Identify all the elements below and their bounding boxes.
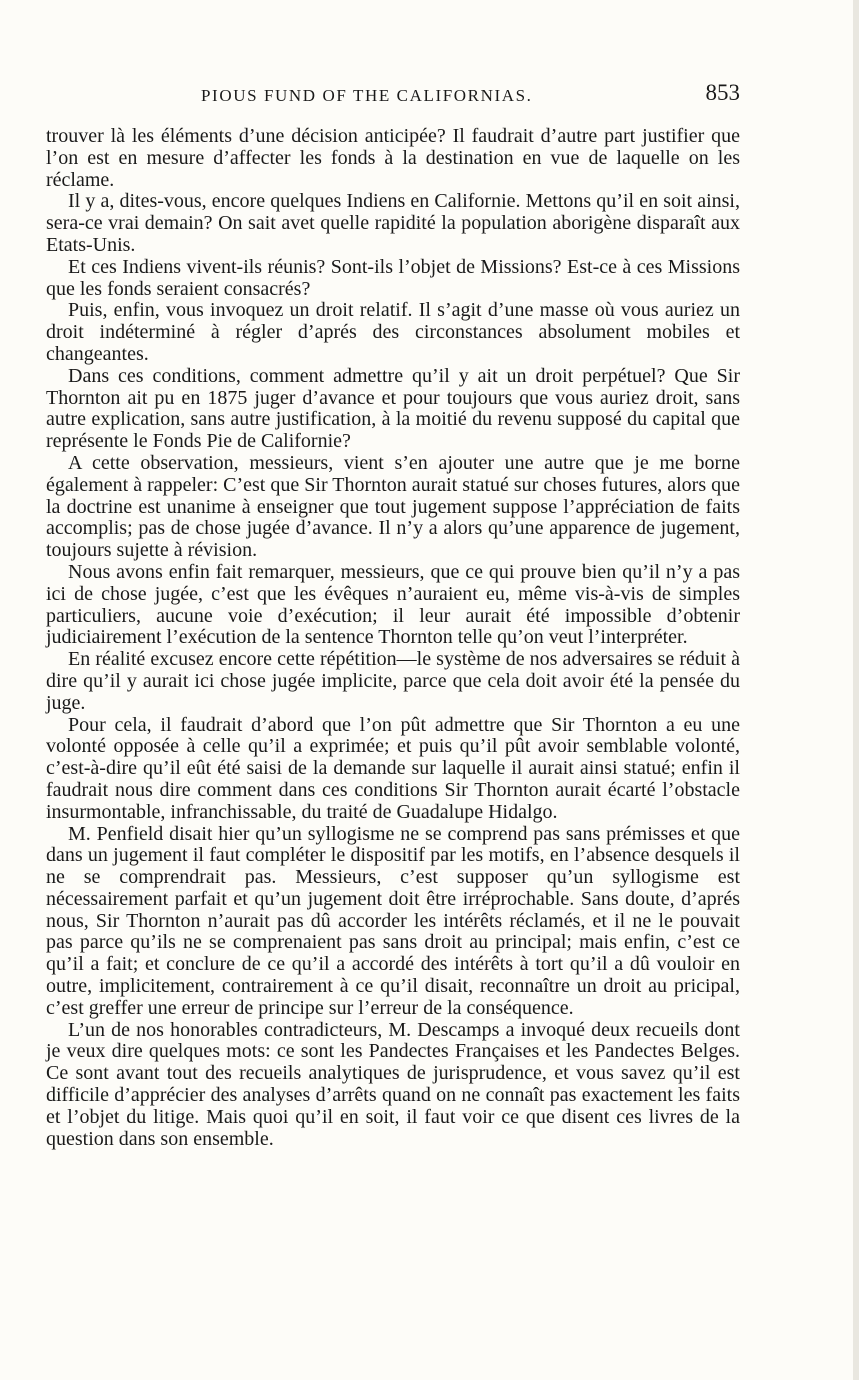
page-edge: [853, 0, 859, 1380]
paragraph: Et ces Indiens vivent-ils réunis? Sont-ils l’objet de Missions? Est-ce à ces Missions que les fonds seraient consacrés?: [46, 255, 740, 300]
page-number: 853: [705, 80, 740, 105]
paragraph: M. Penfield disait hier qu’un syllogisme ne se comprend pas sans prémisses et que dans un jugement il faut compléter le dispositif par les motifs, en l’absence desquels il ne se comprendrait pas. Messieurs, c’est supposer qu’un syllogisme est nécessairement parfait et qu’un jugement doit être irréprochable. Sans doute, d’aprés nous, Sir Thornton n’aurait pas dû accorder les intérêts réclamés, et il ne le pouvait pas parce qu’ils ne se comprenaient pas sans droit au principal; mais enfin, c’est ce qu’il a fait; et conclure de ce qu’il a accordé des intérêts à tort qu’il a dû vouloir en outre, implicitement, contrairement à ce qu’il disait, reconnaître un droit au pricipal, c’est greffer une erreur de principe sur l’erreur de la conséquence.: [46, 822, 740, 1019]
paragraph: Nous avons enfin fait remarquer, messieurs, que ce qui prouve bien qu’il n’y a pas ici de chose jugée, c’est que les évêques n’auraient eu, même vis-à-vis de simples particuliers, aucune voie d’exécution; il leur aurait été impossible d’obtenir judiciairement l’exécution de la sentence Thornton telle qu’on veut l’interpréter.: [46, 560, 740, 649]
paragraph: Pour cela, il faudrait d’abord que l’on pût admettre que Sir Thornton a eu une volonté opposée à celle qu’il a exprimée; et puis qu’il pût avoir semblable volonté, c’est-à-dire qu’il eût été saisi de la demande sur laquelle il aurait ainsi statué; enfin il faudrait nous dire comment dans ces conditions Sir Thornton aurait écarté l’obstacle insurmontable, infranchissable, du traité de Guadalupe Hidalgo.: [46, 713, 740, 823]
paragraph: Il y a, dites-vous, encore quelques Indiens en Californie. Mettons qu’il en soit ainsi, sera-ce vrai demain? On sait avet quelle rapidité la population aborigène disparaît aux Etats-Unis.: [46, 190, 740, 256]
paragraph: Puis, enfin, vous invoquez un droit relatif. Il s’agit d’une masse où vous auriez un droit indéterminé à régler d’aprés des circonstances absolument mobiles et changeantes.: [46, 299, 740, 365]
paragraph: L’un de nos honorables contradicteurs, M. Descamps a invoqué deux recueils dont je veux dire quelques mots: ce sont les Pandectes Françaises et les Pandectes Belges. Ce sont avant tout des recueils analytiques de jurisprudence, et vous savez qu’il est difficile d’apprécier des analyses d’arrêts quand on ne connaît pas exactement les faits et l’objet du litige. Mais quoi qu’il en soit, il faut voir ce que disent ces livres de la question dans son ensemble.: [46, 1018, 740, 1150]
running-title: PIOUS FUND OF THE CALIFORNIAS.: [201, 86, 533, 105]
paragraph: Dans ces conditions, comment admettre qu’il y ait un droit perpétuel? Que Sir Thornton ait pu en 1875 juger d’avance et pour toujours que vous auriez droit, sans autre explication, sans autre justification, à la moitié du revenu supposé du capital que représente le Fonds Pie de Californie?: [46, 364, 740, 453]
paragraph: trouver là les éléments d’une décision anticipée? Il faudrait d’autre part justifier que l’on est en mesure d’affecter les fonds à la destination en vue de laquelle on les réclame.: [46, 125, 740, 191]
page-body: [46, 126, 740, 1150]
paragraph: A cette observation, messieurs, vient s’en ajouter une autre que je me borne également à rappeler: C’est que Sir Thornton aurait statué sur choses futures, alors que la doctrine est unanime à enseigner que tout jugement suppose l’appréciation de faits accomplis; pas de chose jugée d’avance. Il n’y a alors qu’une apparence de jugement, toujours sujette à révision.: [46, 451, 740, 562]
page-header: [46, 80, 740, 110]
paragraph: En réalité excusez encore cette répétition—le système de nos adversaires se réduit à dire qu’il y aurait ici chose jugée implicite, parce que cela doit avoir été la pensée du juge.: [46, 648, 740, 714]
